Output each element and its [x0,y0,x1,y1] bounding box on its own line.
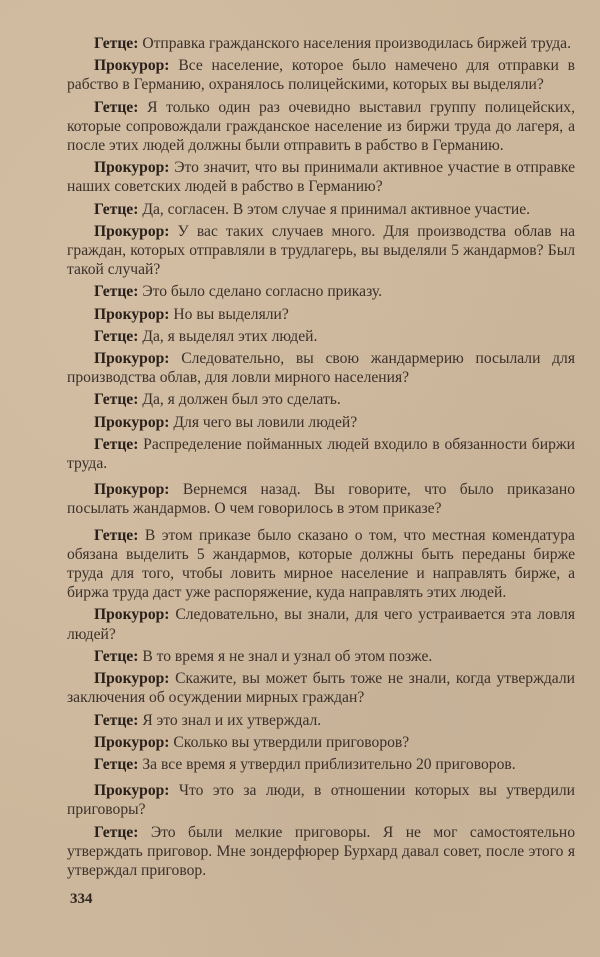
speaker-label: Гетце: [94,711,139,729]
speech-text: Да, я должен был это сделать. [142,391,341,409]
speaker-label: Прокурор: [94,481,170,499]
dialogue-entry [67,98,575,156]
speaker-label: Прокурор: [94,413,170,431]
speech-text: Я это знал и их утверждал. [142,711,322,729]
page-body [67,34,575,883]
dialogue-entry [67,34,575,53]
dialogue-entry [67,605,575,643]
speech-text: В этом приказе было сказано о том, что местная комендатура обязана выделить 5 жандармов, которые должны быть переданы бирже труда для того, чтобы ловить мирное население и направлять бирже, а биржа труда даст уже распоряжение, куда направлять этих людей. [67,526,575,602]
speaker-label: Гетце: [94,98,139,116]
speech-text: Все население, которое было намечено для отправки в рабство в Германию, охранялось полицейскими, которых вы выделяли? [67,57,575,94]
speech-text: Что это за люди, в отношении которых вы утвердили приговоры? [67,782,575,819]
speaker-label: Прокурор: [94,57,170,75]
speaker-label: Гетце: [94,435,139,453]
dialogue-entry [67,755,575,774]
dialogue-entry [67,327,575,346]
speaker-label: Гетце: [94,391,139,409]
dialogue-entry [67,390,575,409]
speech-text: Следовательно, вы знали, для чего устраивается эта ловля людей? [67,606,575,643]
speaker-label: Гетце: [94,200,139,218]
dialogue-entry [67,823,575,881]
dialogue-entry [67,669,575,707]
dialogue-entry [67,305,575,324]
speech-text: Для чего вы ловили людей? [173,413,358,431]
speech-text: Скажите, вы может быть тоже не знали, когда утверждали заключения об осуждении мирных граждан? [67,670,575,707]
speech-text: Это было сделано согласно приказу. [142,283,383,301]
dialogue-entry [67,222,575,280]
speech-text: Да, я выделял этих людей. [142,327,318,345]
speech-text: Но вы выделяли? [173,305,289,323]
speech-text: У вас таких случаев много. Для производства облав на граждан, которых отправляли в трудлагерь, вы выделяли 5 жандармов? Был такой случай? [67,222,575,279]
dialogue-entry [67,480,575,518]
dialogue-entry [67,349,575,387]
speaker-label: Прокурор: [94,670,170,688]
speaker-label: Гетце: [94,327,139,345]
page-number: 334 [70,891,93,907]
dialogue-entry [67,413,575,432]
speaker-label: Гетце: [94,35,139,52]
dialogue-entry [67,282,575,301]
speaker-label: Прокурор: [94,350,170,368]
speech-text: Отправка гражданского населения производилась биржей труда. [142,35,571,52]
speaker-label: Гетце: [94,526,139,544]
dialogue-entry [67,781,575,819]
speaker-label: Прокурор: [94,222,170,240]
dialogue-entry [67,435,575,473]
speech-text: В то время я не знал и узнал об этом позже. [142,647,433,665]
speaker-label: Прокурор: [94,606,170,624]
speech-text: Вернемся назад. Вы говорите, что было приказано посылать жандармов. О чем говорилось в этом приказе? [67,481,575,518]
speaker-label: Прокурор: [94,305,170,323]
speaker-label: Гетце: [94,283,139,301]
dialogue-entry [67,711,575,730]
dialogue-entry [67,733,575,752]
speech-text: Сколько вы утвердили приговоров? [173,733,410,751]
speaker-label: Прокурор: [94,782,170,800]
speaker-label: Гетце: [94,823,139,841]
speech-text: Распределение пойманных людей входило в обязанности биржи труда. [67,435,575,473]
dialogue-entry [67,200,575,219]
speech-text: Это были мелкие приговоры. Я не мог самостоятельно утверждать приговор. Мне зондерфюрер Бурхард давал совет, после этого я утверждал приговор. [67,823,575,879]
speaker-label: Гетце: [94,755,139,773]
speech-text: Да, согласен. В этом случае я принимал активное участие. [142,200,531,218]
speaker-label: Прокурор: [94,733,170,751]
speaker-label: Прокурор: [94,159,170,177]
speaker-label: Гетце: [94,647,139,665]
speech-text: Следовательно, вы свою жандармерию посылали для производства облав, для ловли мирного населения? [67,350,576,387]
dialogue-entry [67,647,575,666]
speech-text: За все время я утвердил приблизительно 20 приговоров. [142,755,516,773]
dialogue-entry [67,56,575,94]
speech-text: Это значит, что вы принимали активное участие в отправке наших советских людей в рабство в Германию? [67,159,575,196]
dialogue-entry [67,526,575,603]
dialogue-entry [67,158,575,196]
speech-text: Я только один раз очевидно выставил группу полицейских, которые сопровождали гражданское население из биржи труда до лагеря, а после этих людей должны были отправить в рабство в Германию. [67,98,575,155]
